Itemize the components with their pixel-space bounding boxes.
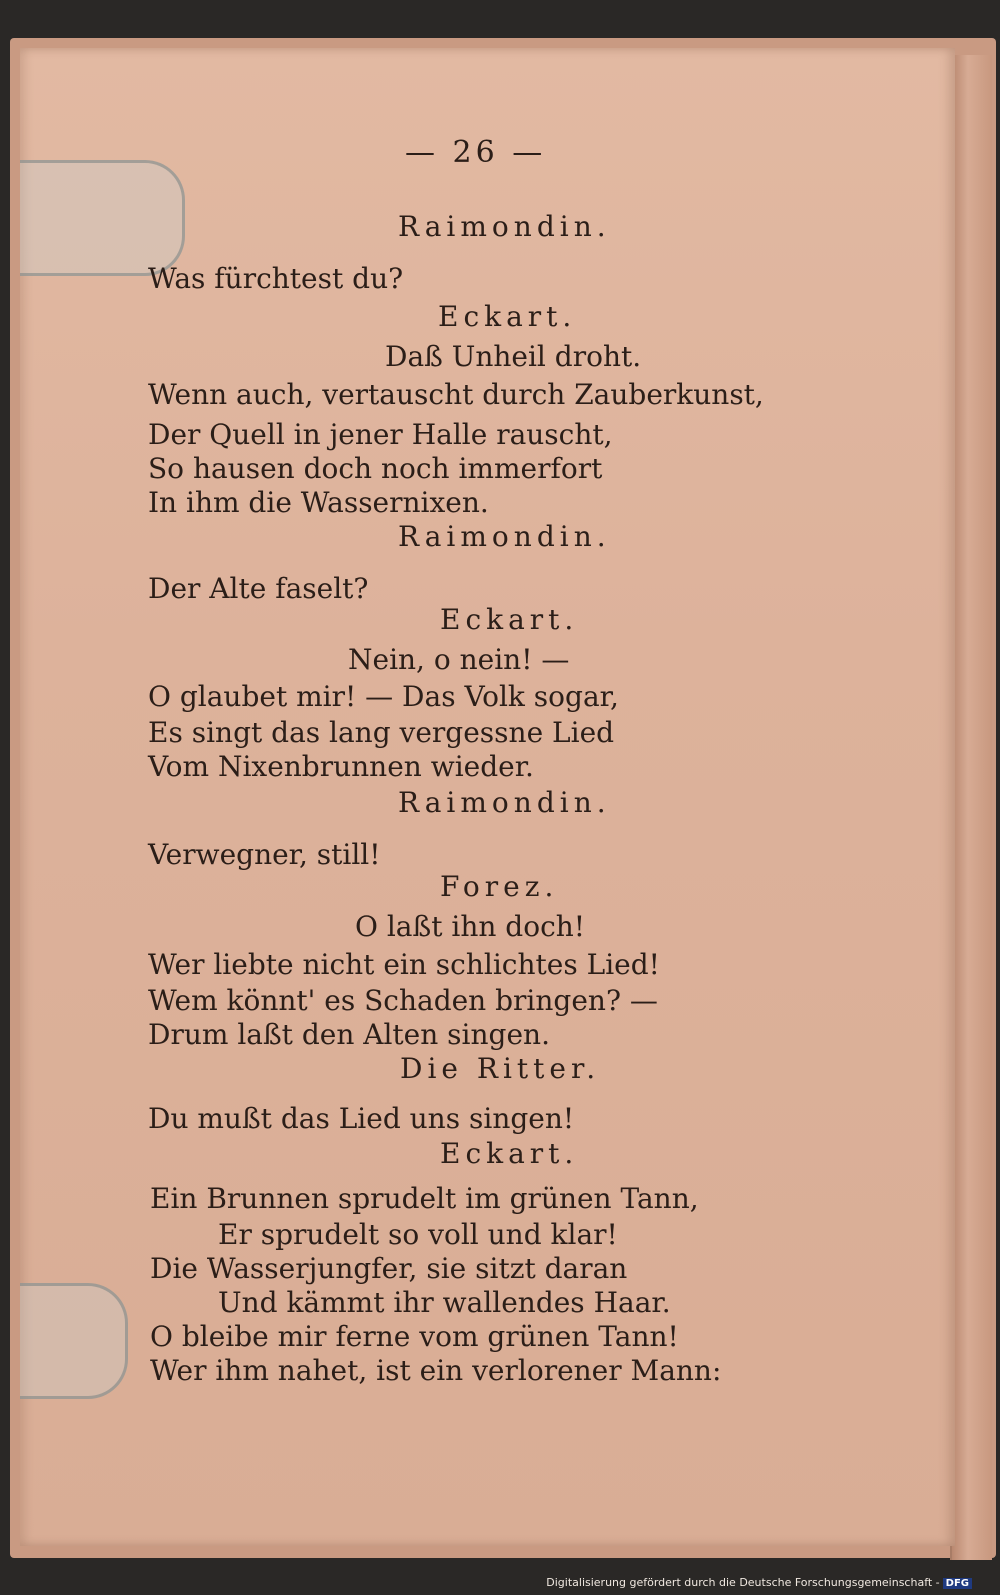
verse-line: Wer ihm nahet, ist ein verlorener Mann: <box>150 1354 722 1387</box>
speaker-name: Raimondin. <box>398 210 611 243</box>
verse-line: Daß Unheil droht. <box>385 340 642 373</box>
page-clip-bottom <box>20 1283 128 1399</box>
speaker-name: Raimondin. <box>398 520 611 553</box>
page-clip-top <box>20 160 185 276</box>
verse-line: O laßt ihn doch! <box>355 910 586 943</box>
verse-line: Wem könnt' es Schaden bringen? — <box>148 984 658 1017</box>
verse-line: Verwegner, still! <box>148 838 381 871</box>
verse-line: Wer liebte nicht ein schlichtes Lied! <box>148 948 660 981</box>
verse-line: Drum laßt den Alten singen. <box>148 1018 550 1051</box>
verse-line: So hausen doch noch immerfort <box>148 452 603 485</box>
verse-line: Du mußt das Lied uns singen! <box>148 1102 575 1135</box>
verse-line: Wenn auch, vertauscht durch Zauberkunst, <box>148 378 764 411</box>
speaker-name: Eckart. <box>438 300 577 333</box>
dfg-logo: DFG <box>943 1578 972 1589</box>
speaker-name: Eckart. <box>440 603 579 636</box>
verse-line: Die Wasserjungfer, sie sitzt daran <box>150 1252 628 1285</box>
footer-text: Digitalisierung gefördert durch die Deutsche Forschungsgemeinschaft - <box>546 1576 940 1589</box>
verse-line: Der Alte faselt? <box>148 572 369 605</box>
verse-line: Ein Brunnen sprudelt im grünen Tann, <box>150 1182 699 1215</box>
verse-line: O bleibe mir ferne vom grünen Tann! <box>150 1320 679 1353</box>
verse-line: Es singt das lang vergessne Lied <box>148 716 615 749</box>
page-edge <box>950 55 992 1560</box>
verse-line: O glaubet mir! — Das Volk sogar, <box>148 680 619 713</box>
verse-line: Vom Nixenbrunnen wieder. <box>148 750 534 783</box>
speaker-name: Forez. <box>440 870 559 903</box>
speaker-name: Die Ritter. <box>400 1052 601 1085</box>
verse-line: Nein, o nein! — <box>348 643 570 676</box>
footer-credit <box>546 1576 972 1589</box>
verse-line: Er sprudelt so voll und klar! <box>218 1218 618 1251</box>
verse-line: Der Quell in jener Halle rauscht, <box>148 418 613 451</box>
verse-line: In ihm die Wassernixen. <box>148 486 489 519</box>
speaker-name: Raimondin. <box>398 786 611 819</box>
page-number: — 26 — <box>405 135 547 170</box>
verse-line: Und kämmt ihr wallendes Haar. <box>218 1286 671 1319</box>
verse-line: Was fürchtest du? <box>148 262 404 295</box>
speaker-name: Eckart. <box>440 1137 579 1170</box>
